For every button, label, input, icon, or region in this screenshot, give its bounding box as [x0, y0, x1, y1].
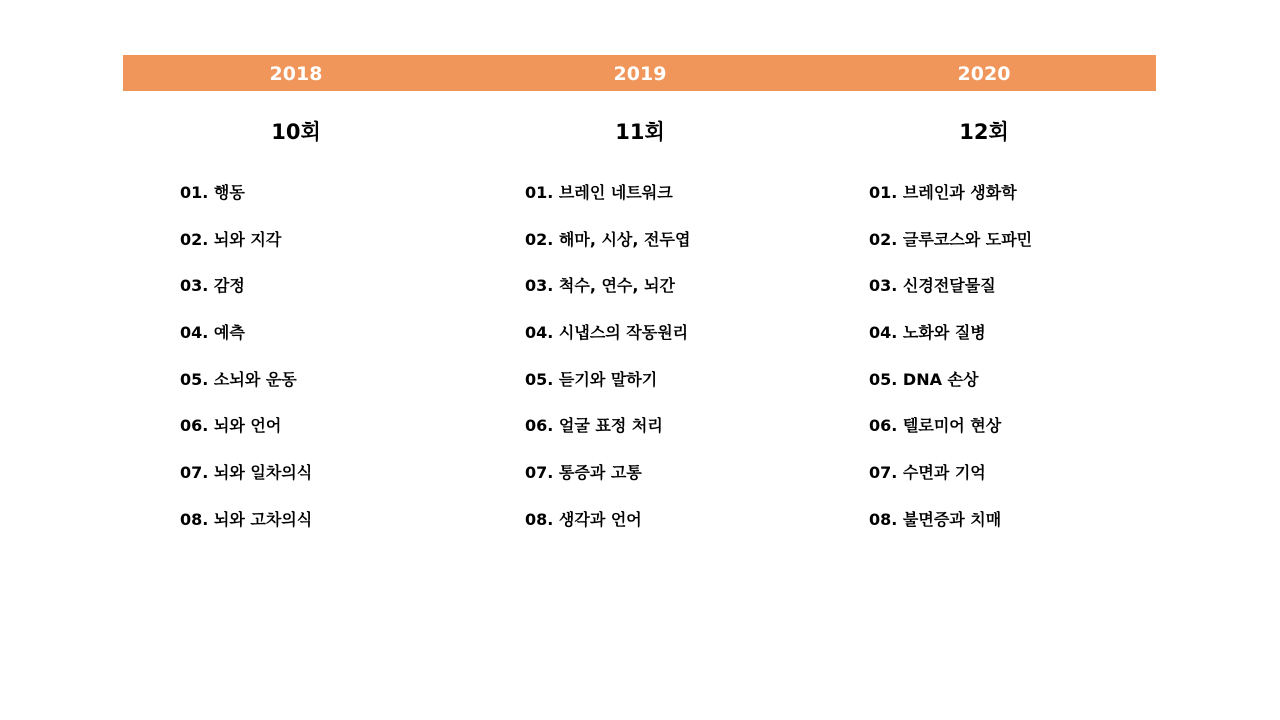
topic-item: 05. 듣기와 말하기	[525, 369, 658, 389]
session-title-12: 12회	[959, 120, 1009, 144]
topic-item: 08. 생각과 언어	[525, 509, 642, 529]
topic-item: 05. DNA 손상	[869, 369, 979, 389]
topic-item: 03. 신경전달물질	[869, 276, 996, 296]
topic-list-2019	[525, 181, 690, 555]
topic-item: 07. 수면과 기억	[869, 463, 986, 483]
year-label-2019: 2019	[613, 63, 667, 85]
topic-list-2020	[869, 181, 1032, 555]
year-header-bar	[123, 55, 1156, 91]
topic-item: 06. 얼굴 표정 처리	[525, 416, 663, 436]
session-title-10: 10회	[271, 120, 321, 144]
topic-item: 06. 텔로미어 현상	[869, 416, 1002, 436]
session-title-11: 11회	[615, 120, 665, 144]
topic-item: 01. 브레인 네트워크	[525, 183, 673, 202]
year-label-2020: 2020	[957, 63, 1011, 85]
topic-item: 04. 시냅스의 작동원리	[525, 323, 689, 343]
topic-item: 01. 브레인과 생화학	[869, 183, 1017, 202]
year-label-2018: 2018	[269, 63, 323, 85]
topic-item: 02. 해마, 시상, 전두엽	[525, 229, 691, 249]
topic-item: 07. 뇌와 일차의식	[180, 463, 313, 483]
topic-list-2018	[180, 181, 312, 555]
topic-item: 03. 척수, 연수, 뇌간	[525, 276, 675, 296]
topic-item: 07. 통증과 고통	[525, 463, 642, 483]
topic-item: 08. 뇌와 고차의식	[180, 509, 313, 529]
topic-item: 01. 행동	[180, 183, 245, 202]
topic-item: 06. 뇌와 언어	[180, 416, 282, 436]
topic-item: 02. 뇌와 지각	[180, 229, 282, 249]
topic-item: 08. 불면증과 치매	[869, 509, 1002, 529]
topic-item: 03. 감정	[180, 276, 245, 296]
topic-item: 05. 소뇌와 운동	[180, 369, 297, 389]
topic-item: 04. 예측	[180, 323, 245, 343]
topic-item: 04. 노화와 질병	[869, 323, 986, 343]
topic-item: 02. 글루코스와 도파민	[869, 229, 1033, 249]
